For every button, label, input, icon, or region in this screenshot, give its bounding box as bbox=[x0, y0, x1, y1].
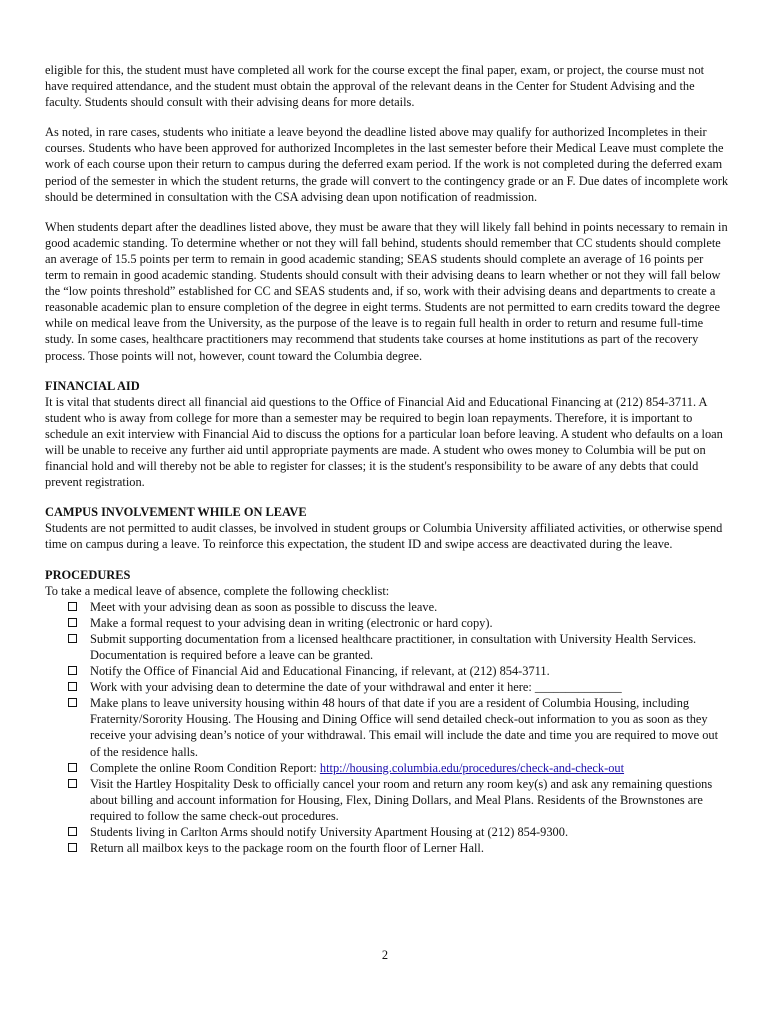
checklist-item bbox=[68, 663, 729, 679]
checklist-item-text: Meet with your advising dean as soon as possible to discuss the leave. bbox=[90, 599, 438, 614]
checklist-item bbox=[68, 776, 729, 824]
checklist-item bbox=[68, 760, 729, 776]
checklist-item bbox=[68, 599, 729, 615]
procedures-checklist bbox=[45, 599, 729, 857]
checklist-item bbox=[68, 631, 729, 663]
checklist-item-text: Make a formal request to your advising dean in writing (electronic or hard copy). bbox=[90, 615, 493, 630]
checklist-item bbox=[68, 615, 729, 631]
checklist-item bbox=[68, 695, 729, 759]
procedures-section bbox=[45, 567, 729, 857]
checklist-item bbox=[68, 840, 729, 856]
financial-aid-body: It is vital that students direct all financial aid questions to the Office of Financial Aid and Educational Financing at (212) 854-3711. A student who is away from college for more than a semester may be required to begin loan repayments. Therefore, it is important to schedule an exit interview with Financial Aid to discuss the options for a particular loan before leaving. A student who defaults on a loan will be unable to receive any further aid until appropriate payments are made. A student who owes money to Columbia will be put on financial hold and will thereby not be able to register for classes; it is the student's responsibility to be aware of any debts that could prevent registration. bbox=[45, 394, 723, 490]
campus-involvement-section bbox=[45, 504, 729, 552]
paragraph-academic-standing: When students depart after the deadlines listed above, they must be aware that they will likely fall behind in points necessary to remain in good academic standing. To determine whether or not they will fall behind, students should remember that CC students should complete an average of 15.5 points per term to remain in good academic standing; SEAS students should complete an average of 16 points per term to remain in good academic standing. Students should consult with their advising deans to learn whether or not they will fall below the “low points threshold” established for CC and SEAS students and, if so, work with their advising deans and departments to create a reasonable academic plan to ensure completion of the degree in eight terms. Students are not permitted to earn credits toward the degree while on medical leave from the University, as the purpose of the leave is to regain full health in order to return and resume full-time study. In some cases, healthcare practitioners may recommend that students take courses at home institutions as part of the recovery process. Those points will not, however, count toward the Columbia degree. bbox=[45, 219, 728, 363]
checkbox-icon[interactable] bbox=[68, 618, 77, 627]
checklist-item bbox=[68, 679, 729, 695]
checkbox-icon[interactable] bbox=[68, 763, 77, 772]
paragraph-authorized-incompletes: As noted, in rare cases, students who initiate a leave beyond the deadline listed above may qualify for authorized Incompletes in their courses. Students who have been approved for authorized Incompletes in the last semester before their Medical Leave must complete the work of each course upon their return to campus during the deferred exam period. If the work is not completed during the deferred exam period of the semester in which the student returns, the grade will convert to the contingency grade or an F. Due dates of incomplete work should be determined in consultation with the CSA advising dean upon notification of readmission. bbox=[45, 125, 729, 204]
checklist-item-text: Work with your advising dean to determine the date of your withdrawal and enter it here: ______________ bbox=[90, 680, 622, 695]
checkbox-icon[interactable] bbox=[68, 634, 77, 643]
checklist-item-text: Students living in Carlton Arms should notify University Apartment Housing at (212) 854-9300. bbox=[90, 825, 569, 840]
procedures-intro: To take a medical leave of absence, complete the following checklist: bbox=[45, 583, 390, 598]
financial-aid-section bbox=[45, 378, 729, 491]
checklist-item-text: Visit the Hartley Hospitality Desk to officially cancel your room and return any room key(s) and ask any remaining questions about billing and account information for Housing, Flex, Dining Dollars, and Meal Plans. Residents of the Brownstones are required to follow the same check-out procedures. bbox=[90, 776, 713, 823]
campus-involvement-heading: CAMPUS INVOLVEMENT WHILE ON LEAVE bbox=[45, 505, 307, 520]
campus-involvement-body: Students are not permitted to audit classes, be involved in student groups or Columbia University affiliated activities, or otherwise spend time on campus during a leave. To reinforce this expectation, the student ID and swipe access are deactivated during the leave. bbox=[45, 521, 723, 552]
room-condition-report-link[interactable]: http://housing.columbia.edu/procedures/check-and-check-out bbox=[319, 760, 625, 775]
checklist-item-text: Return all mailbox keys to the package room on the fourth floor of Lerner Hall. bbox=[90, 841, 484, 856]
checkbox-icon[interactable] bbox=[68, 682, 77, 691]
procedures-heading: PROCEDURES bbox=[45, 567, 131, 582]
checkbox-icon[interactable] bbox=[68, 779, 77, 788]
paragraph-incomplete-eligibility: eligible for this, the student must have completed all work for the course except the final paper, exam, or project, the course must not have required attendance, and the student must obtain the approval of the relevant deans in the Center for Student Advising and the faculty. Students should consult with their advising deans for more details. bbox=[45, 63, 705, 110]
page-content bbox=[45, 62, 729, 870]
checklist-item-text: Make plans to leave university housing within 48 hours of that date if you are a resident of Columbia Housing, including Fraternity/Sorority Housing. The Housing and Dining Office will send detailed check-out information to you as soon as they receive your advising dean’s notice of your withdrawal. This email will include the date and time you are required to move out of the residence halls. bbox=[90, 696, 719, 759]
checkbox-icon[interactable] bbox=[68, 827, 77, 836]
checkbox-icon[interactable] bbox=[68, 843, 77, 852]
checklist-item-text: Complete the online Room Condition Report: bbox=[90, 760, 320, 775]
checkbox-icon[interactable] bbox=[68, 602, 77, 611]
checkbox-icon[interactable] bbox=[68, 666, 77, 675]
financial-aid-heading: FINANCIAL AID bbox=[45, 378, 140, 393]
checklist-item-text: Notify the Office of Financial Aid and Educational Financing, if relevant, at (212) 854-3711. bbox=[90, 664, 550, 679]
checklist-item-text: Submit supporting documentation from a licensed healthcare practitioner, in consultation with University Health Services. Documentation is required before a leave can be granted. bbox=[90, 631, 697, 662]
checkbox-icon[interactable] bbox=[68, 698, 77, 707]
page-number: 2 bbox=[381, 948, 389, 962]
checklist-item bbox=[68, 824, 729, 840]
